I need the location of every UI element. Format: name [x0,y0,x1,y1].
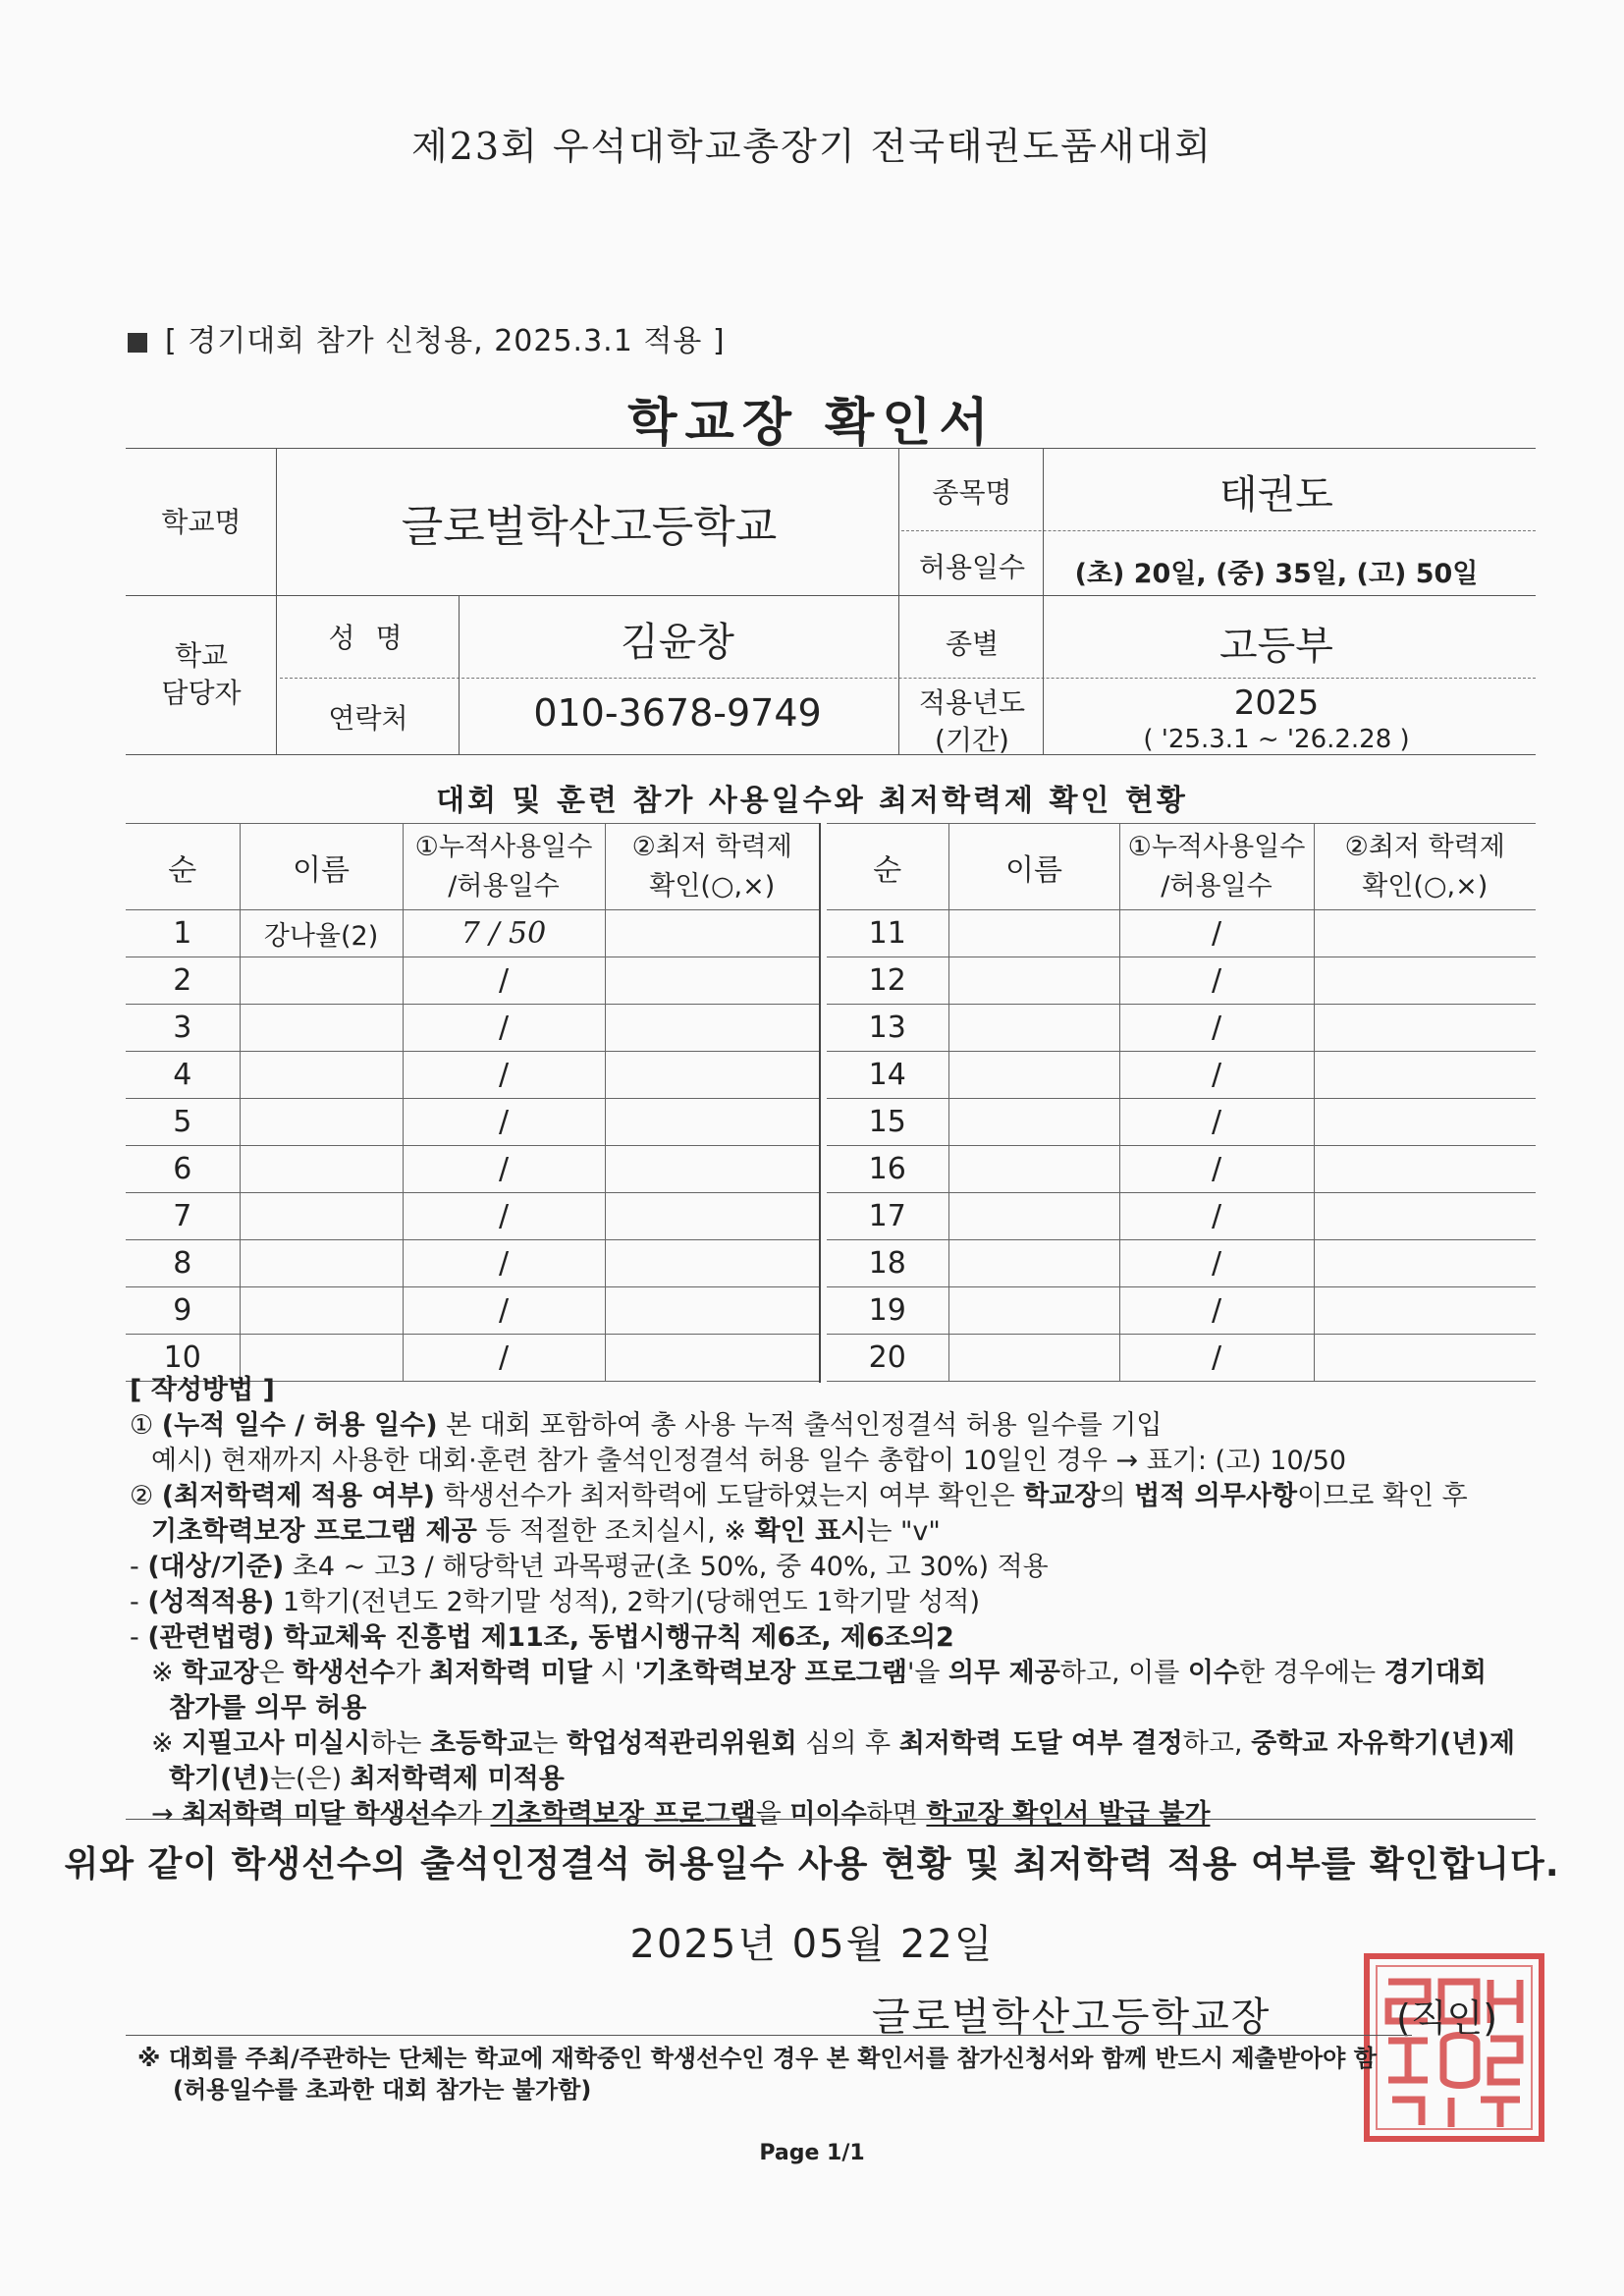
row-name [240,1287,403,1335]
allowed-days-label: 허용일수 [918,551,1026,583]
instructions-heading: [ 작성방법 ] [130,1375,275,1405]
text: 이므로 확인 후 [1297,1481,1468,1511]
text: 확인 표시 [754,1516,867,1547]
instruction-line [130,1408,1524,1444]
row-check [1314,1005,1536,1052]
row-check [1314,1052,1536,1099]
instruction-line [130,1585,1524,1620]
row-days: / [403,1240,605,1287]
text: (대상/기준) [147,1552,285,1582]
row-no: 5 [126,1099,240,1146]
table-row [126,1146,819,1193]
row-check [605,1193,819,1240]
row-days: / [1119,1146,1314,1193]
text: (관련법령) 학교체육 진흥법 제11조, 동법시행규칙 제6조, 제6조의2 [147,1622,954,1653]
text: 하고, [1182,1728,1252,1759]
row-no: 13 [827,1005,948,1052]
row-check [605,1287,819,1335]
row-no: 7 [126,1193,240,1240]
row-name [948,1193,1119,1240]
contact-value: 010-3678-9749 [533,691,822,735]
instruction-line [130,1797,1524,1832]
row-no: 12 [827,957,948,1005]
text: 는 [532,1728,567,1759]
text: ① [130,1410,162,1441]
text: 1학기(전년도 2학기말 성적), 2학기(당해연도 1학기말 성적) [274,1587,980,1617]
row-check [605,1052,819,1099]
table-row [126,910,819,957]
row-check [1314,1193,1536,1240]
col-header-check-1: ②최저 학력제 [631,831,792,862]
row-name [240,1099,403,1146]
row-name [240,1193,403,1240]
instruction-line [130,1514,1524,1550]
row-no: 19 [827,1287,948,1335]
row-name [948,1052,1119,1099]
divider [126,1819,1536,1820]
text: 본 대회 포함하여 총 사용 누적 출석인정결석 허용 일수를 기입 [437,1410,1163,1441]
table-row [827,1146,1536,1193]
text: 는(은) [269,1764,351,1794]
row-no: 18 [827,1240,948,1287]
table-row [126,1287,819,1335]
text: 하고, 이를 [1059,1658,1188,1688]
instruction-line: 예시) 현재까지 사용한 대회·훈련 참가 출석인정결석 허용 일수 총합이 10일인 경우 → 표기: (고) 10/50 [151,1446,1347,1476]
text: 하면 [866,1799,927,1830]
text: 등 적절한 조치실시, ※ [476,1516,755,1547]
text: ※ [151,1658,183,1688]
text: 은 [258,1658,294,1688]
table-row [126,1240,819,1287]
text: 학생선수 [293,1658,396,1688]
instruction-line [130,1620,1524,1656]
row-name [948,1146,1119,1193]
col-header-days-1: ①누적사용일수 [1127,831,1306,862]
instruction-line [130,1550,1524,1585]
row-no: 4 [126,1052,240,1099]
confirm-statement: 위와 같이 학생선수의 출석인정결석 허용일수 사용 현황 및 최저학력 적용 여부를 확인합니다. [64,1844,1560,1885]
issue-date: 2025년 05월 22일 [629,1922,995,1967]
table-row [126,1099,819,1146]
text: 기초학력보장 프로그램 [641,1658,907,1688]
row-name [240,1146,403,1193]
col-header-check [605,824,819,910]
row-no: 14 [827,1052,948,1099]
row-check [605,910,819,957]
row-days: / [403,1335,605,1382]
year-label-1: 적용년도 [918,686,1026,719]
text: 한 경우에는 [1239,1658,1384,1688]
col-header-check [1314,824,1536,910]
manager-label-2: 담당자 [161,677,242,709]
row-no: 8 [126,1240,240,1287]
row-name [948,1099,1119,1146]
text: 이수 [1187,1658,1240,1688]
table-row [126,957,819,1005]
row-check [1314,957,1536,1005]
text: 학생선수가 최저학력에 도달하였는지 여부 확인은 [435,1481,1024,1511]
col-header-days-1: ①누적사용일수 [414,831,593,862]
row-no: 11 [827,910,948,957]
allowed-days-value: (초) 20일, (중) 35일, (고) 50일 [1074,559,1479,589]
instruction-line [130,1762,1524,1797]
text: 최저학력 도달 여부 결정 [898,1728,1183,1759]
col-header-name: 이름 [948,824,1119,910]
row-no: 2 [126,957,240,1005]
table-row [126,1193,819,1240]
row-check [1314,1146,1536,1193]
text: 법적 의무사항 [1134,1481,1298,1511]
row-days: / [1119,1335,1314,1382]
text: 학교장 [1023,1481,1101,1511]
form-meta-text: [ 경기대회 참가 신청용, 2025.3.1 적용 ] [165,324,726,358]
row-no: 16 [827,1146,948,1193]
row-name [240,1240,403,1287]
row-no: 10 [126,1335,240,1382]
col-header-check-2: 확인(○,×) [649,870,776,902]
text: 미이수 [789,1799,867,1830]
row-check [1314,1287,1536,1335]
row-check [1314,910,1536,957]
text: 을 [755,1799,790,1830]
sport-value: 태권도 [1219,472,1333,518]
instruction-line [130,1726,1524,1762]
principal-title: 글로벌학산고등학교장 [872,1995,1272,2040]
row-name [948,1287,1119,1335]
row-no: 15 [827,1099,948,1146]
table-row [827,1287,1536,1335]
instructions [130,1373,1524,1832]
row-days: / [403,1287,605,1335]
text: - [130,1587,148,1617]
row-check [605,957,819,1005]
text: '을 [906,1658,949,1688]
row-days: / [1119,1005,1314,1052]
form-meta [128,316,726,359]
row-no: 17 [827,1193,948,1240]
row-days: / [403,1146,605,1193]
participation-table-left [126,823,819,1382]
row-check [1314,1240,1536,1287]
table-row [827,1193,1536,1240]
col-header-days [1119,824,1314,910]
row-no: 6 [126,1146,240,1193]
division-value: 고등부 [1219,624,1333,669]
row-name: 강나율(2) [240,910,403,957]
row-name [240,1052,403,1099]
table-row [827,1240,1536,1287]
row-check [605,1005,819,1052]
text: 가 [456,1799,491,1830]
table-row [126,1005,819,1052]
participation-table-right [827,823,1536,1382]
text: 최저학력 미달 [429,1658,593,1688]
row-days: / [403,1005,605,1052]
row-days: / [1119,1240,1314,1287]
row-days: / [1119,1099,1314,1146]
name-label: 성 명 [328,622,408,654]
instruction-line: 참가를 의무 허용 [169,1693,367,1723]
row-no: 9 [126,1287,240,1335]
text: 의무 제공 [948,1658,1060,1688]
row-days: 7 / 50 [403,910,605,957]
col-header-days-2: /허용일수 [1161,870,1272,902]
table-row [827,910,1536,957]
text: - [130,1622,148,1653]
text: 기초학력보장 프로그램 제공 [151,1516,477,1547]
text: ※ [151,1728,183,1759]
footer-note [137,2043,1512,2105]
text: - [130,1552,148,1582]
footer-divider [126,2035,1412,2036]
row-check [605,1240,819,1287]
manager-name: 김윤창 [621,620,734,665]
row-check [1314,1099,1536,1146]
col-header-days [403,824,605,910]
row-no: 3 [126,1005,240,1052]
event-title: 제23회 우석대학교총장기 전국태권도품새대회 [411,125,1213,168]
col-header-no: 순 [126,824,240,910]
row-days: / [403,1193,605,1240]
year-value: 2025 [1233,683,1320,723]
text: 는 "v" [866,1516,941,1547]
status-heading: 대회 및 훈련 참가 사용일수와 최저학력제 확인 현황 [436,784,1188,818]
col-header-no: 순 [827,824,948,910]
text: (최저학력제 적용 여부) [161,1481,436,1511]
school-label: 학교명 [161,506,242,538]
text: 학기(년) [169,1764,270,1794]
division-label: 종별 [945,628,1000,660]
text: 최저학력 미달 학생선수 [182,1799,457,1830]
square-bullet-icon [128,333,147,353]
row-days: / [403,1052,605,1099]
text: 중학교 자유학기(년)제 [1251,1728,1515,1759]
text: 지필고사 미실시 [182,1728,371,1759]
row-name [948,910,1119,957]
text: 시 ' [592,1658,642,1688]
row-days: / [1119,1052,1314,1099]
table-row [126,1052,819,1099]
row-name [948,957,1119,1005]
row-days: / [1119,957,1314,1005]
seal-mark: (직인) [1396,1996,1498,2040]
year-label-2: (기간) [935,724,1009,756]
text: 학교장 [182,1658,259,1688]
instruction-line [130,1656,1524,1691]
text: 기초학력보장 프로그램 [490,1799,756,1830]
table-row [827,957,1536,1005]
col-header-days-2: /허용일수 [448,870,560,902]
table-header-row [126,824,819,910]
text: 경기대회 [1383,1658,1487,1688]
row-name [948,1005,1119,1052]
row-days: / [1119,1287,1314,1335]
row-check [605,1099,819,1146]
text: 최저학력제 미적용 [350,1764,565,1794]
text: (성적적용) [147,1587,275,1617]
table-row [827,1099,1536,1146]
table-row [827,1052,1536,1099]
row-days: / [403,957,605,1005]
col-header-name: 이름 [240,824,403,910]
row-no: 20 [827,1335,948,1382]
text: (누적 일수 / 허용 일수) [161,1410,438,1441]
text: ② [130,1481,162,1511]
text: 의 [1100,1481,1135,1511]
table-divider [819,823,821,1383]
row-name [240,957,403,1005]
instruction-line [130,1479,1524,1514]
row-name [948,1240,1119,1287]
text: 학업성적관리위원회 [566,1728,797,1759]
footer-note-line-2: (허용일수를 초과한 대회 참가는 불가함) [173,2076,592,2104]
row-name [240,1005,403,1052]
text: 초등학교 [429,1728,533,1759]
page-number: Page 1/1 [759,2141,865,2165]
text: → [151,1799,183,1830]
row-days: / [1119,910,1314,957]
school-name: 글로벌학산고등학교 [401,502,778,552]
sport-label: 종목명 [932,476,1012,509]
text: 심의 후 [796,1728,899,1759]
period-value: ( '25.3.1 ~ '26.2.28 ) [1143,725,1410,754]
manager-label-1: 학교 [174,639,229,672]
contact-label: 연락처 [328,702,408,735]
row-check [605,1146,819,1193]
text: 하는 [370,1728,430,1759]
row-no: 1 [126,910,240,957]
table-row [827,1005,1536,1052]
col-header-check-1: ②최저 학력제 [1344,831,1505,862]
row-days: / [403,1099,605,1146]
table-header-row [827,824,1536,910]
text: 학교장 확인서 발급 불가 [926,1799,1211,1830]
row-days: / [1119,1193,1314,1240]
text: 가 [395,1658,430,1688]
document-title: 학교장 확인서 [627,394,997,453]
col-header-check-2: 확인(○,×) [1362,870,1489,902]
text: 초4 ~ 고3 / 해당학년 과목평균(초 50%, 중 40%, 고 30%) 적용 [284,1552,1049,1582]
footer-note-line-1: ※ 대회를 주최/주관하는 단체는 학교에 재학중인 학생선수인 경우 본 확인서를 참가신청서와 함께 반드시 제출받아야 함 [137,2045,1377,2072]
